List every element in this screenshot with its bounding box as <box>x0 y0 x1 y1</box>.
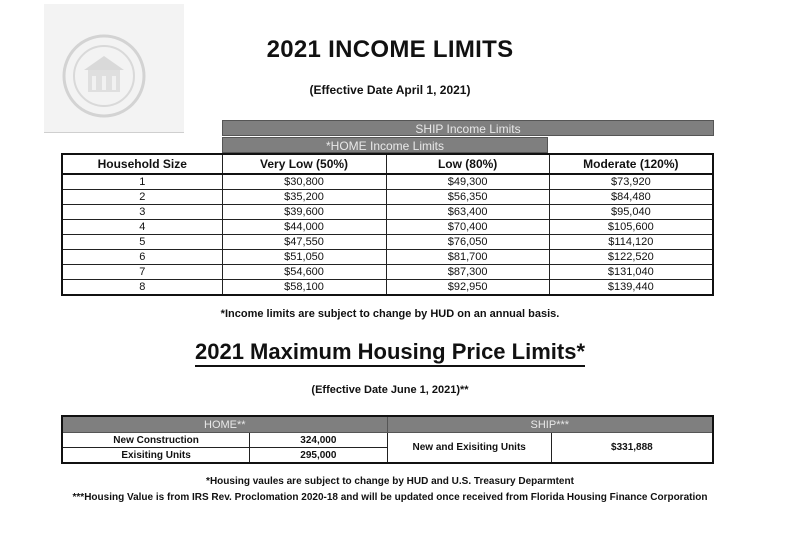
table-row <box>62 205 713 220</box>
cell-moderate: $122,520 <box>549 250 713 265</box>
cell-very-low: $44,000 <box>222 220 386 235</box>
cell-household-size: 3 <box>62 205 222 220</box>
cell-low: $56,350 <box>386 190 549 205</box>
ship-income-limits-band: SHIP Income Limits <box>222 120 714 136</box>
table-row <box>62 174 713 190</box>
col-household-size: Household Size <box>62 154 222 174</box>
cell-household-size: 1 <box>62 174 222 190</box>
housing-values-note: *Housing vaules are subject to change by HUD and U.S. Treasury Deparmtent <box>206 476 574 487</box>
cell-household-size: 5 <box>62 235 222 250</box>
home-row-label: New Construction <box>62 433 250 448</box>
ship-price-band: SHIP*** <box>387 416 713 433</box>
home-row-value: 295,000 <box>250 448 387 464</box>
cell-very-low: $30,800 <box>222 174 386 190</box>
cell-very-low: $58,100 <box>222 280 386 296</box>
cell-very-low: $39,600 <box>222 205 386 220</box>
table-row <box>62 235 713 250</box>
cell-low: $92,950 <box>386 280 549 296</box>
price-header-row <box>62 416 713 433</box>
income-effective-date: (Effective Date April 1, 2021) <box>309 83 471 97</box>
cell-very-low: $54,600 <box>222 265 386 280</box>
table-row <box>62 433 713 448</box>
cell-household-size: 7 <box>62 265 222 280</box>
irs-proclamation-note: ***Housing Value is from IRS Rev. Proclomation 2020-18 and will be updated once received from Florida Housing Finance Corporation <box>72 492 708 503</box>
price-limits-table <box>61 415 714 464</box>
home-row-label: Exisiting Units <box>62 448 250 464</box>
price-limits-title-text: 2021 Maximum Housing Price Limits* <box>195 339 585 367</box>
cell-moderate: $95,040 <box>549 205 713 220</box>
table-row <box>62 250 713 265</box>
cell-moderate: $114,120 <box>549 235 713 250</box>
cell-very-low: $35,200 <box>222 190 386 205</box>
cell-very-low: $47,550 <box>222 235 386 250</box>
home-income-limits-band: *HOME Income Limits <box>222 137 548 153</box>
cell-low: $81,700 <box>386 250 549 265</box>
cell-household-size: 4 <box>62 220 222 235</box>
ship-row-value: $331,888 <box>551 433 713 464</box>
cell-low: $49,300 <box>386 174 549 190</box>
income-limits-table <box>61 153 714 296</box>
page-title: 2021 INCOME LIMITS <box>266 36 514 63</box>
home-price-band: HOME** <box>62 416 387 433</box>
cell-moderate: $73,920 <box>549 174 713 190</box>
price-limits-title <box>0 339 780 365</box>
table-row <box>62 280 713 296</box>
col-moderate: Moderate (120%) <box>549 154 713 174</box>
ship-row-label: New and Exisiting Units <box>387 433 551 464</box>
col-low: Low (80%) <box>386 154 549 174</box>
col-very-low: Very Low (50%) <box>222 154 386 174</box>
price-effective-date: (Effective Date June 1, 2021)** <box>311 384 469 396</box>
table-row <box>62 220 713 235</box>
cell-low: $70,400 <box>386 220 549 235</box>
cell-moderate: $84,480 <box>549 190 713 205</box>
cell-moderate: $131,040 <box>549 265 713 280</box>
cell-household-size: 8 <box>62 280 222 296</box>
cell-moderate: $105,600 <box>549 220 713 235</box>
cell-household-size: 2 <box>62 190 222 205</box>
cell-very-low: $51,050 <box>222 250 386 265</box>
cell-low: $63,400 <box>386 205 549 220</box>
table-header-row <box>62 154 713 174</box>
table-row <box>62 265 713 280</box>
cell-low: $87,300 <box>386 265 549 280</box>
home-row-value: 324,000 <box>250 433 387 448</box>
cell-moderate: $139,440 <box>549 280 713 296</box>
table-row <box>62 190 713 205</box>
cell-household-size: 6 <box>62 250 222 265</box>
cell-low: $76,050 <box>386 235 549 250</box>
income-limits-note: *Income limits are subject to change by HUD on an annual basis. <box>220 308 560 320</box>
